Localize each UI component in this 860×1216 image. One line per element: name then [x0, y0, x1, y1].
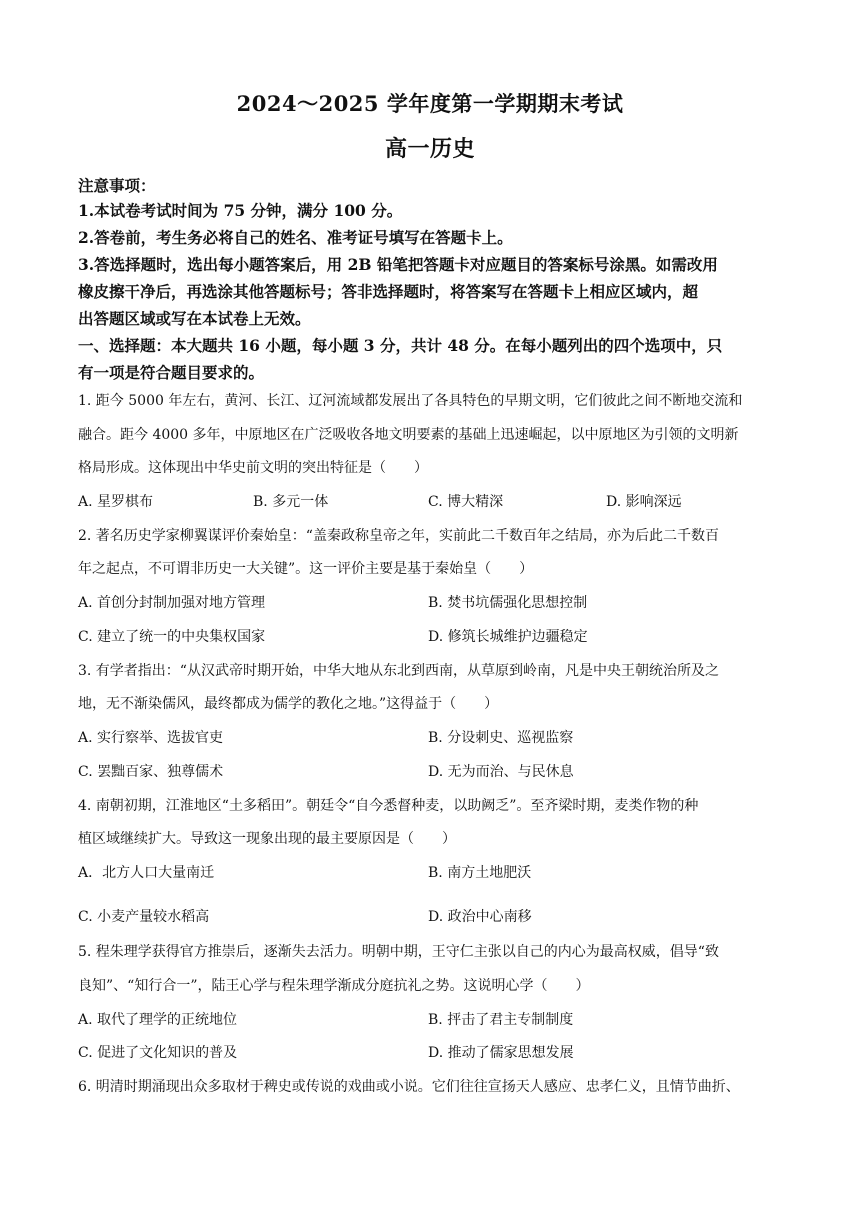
question-5-option-b: B. 抨击了君主专制制度 [428, 1012, 574, 1028]
question-3-option-b: B. 分设刺史、巡视监察 [428, 730, 574, 746]
question-5-option-d: D. 推动了儒家思想发展 [428, 1045, 574, 1061]
question-4-text: 植区域继续扩大。导致这一现象出现的最主要原因是（ ） [78, 831, 456, 847]
question-4-option-a: A．北方人口大量南迁 [78, 865, 215, 881]
question-2-option-d: D. 修筑长城维护边疆稳定 [428, 629, 588, 645]
question-1-option-d: D. 影响深远 [606, 494, 682, 510]
question-2-text: 年之起点，不可谓非历史一大关键”。这一评价主要是基于秦始皇（ ） [78, 561, 534, 577]
question-3-text: 3. 有学者指出：“从汉武帝时期开始，中华大地从东北到西南，从草原到岭南，凡是中央王朝统治所及之 [78, 663, 719, 679]
notice-item: 橡皮擦干净后，再选涂其他答题标号；答非选择题时，将答案写在答题卡上相应区域内，超 [78, 282, 699, 301]
question-1-text: 格局形成。这体现出中华史前文明的突出特征是（ ） [78, 460, 428, 476]
notice-heading: 注意事项： [78, 176, 156, 195]
question-4-option-d: D. 政治中心南移 [428, 909, 532, 925]
question-1-option-c: C. 博大精深 [428, 494, 504, 510]
exam-subject: 高一历史 [384, 136, 475, 162]
question-3-option-a: A. 实行察举、选拔官吏 [78, 730, 224, 746]
question-2-option-b: B. 焚书坑儒强化思想控制 [428, 595, 588, 611]
question-6-text: 6. 明清时期涌现出众多取材于稗史或传说的戏曲或小说。它们往往宣扬天人感应、忠孝仁义，且情节曲折、 [78, 1079, 740, 1095]
question-5-text: 良知”、“知行合一”，陆王心学与程朱理学渐成分庭抗礼之势。这说明心学（ ） [78, 978, 590, 994]
exam-title: 2024～2025 学年度第一学期期末考试 [236, 91, 624, 116]
question-1-text: 1. 距今 5000 年左右，黄河、长江、辽河流域都发展出了各具特色的早期文明，它们彼此之间不断地交流和 [78, 393, 743, 409]
question-4-option-c: C. 小麦产量较水稻高 [78, 909, 210, 925]
notice-item: 1.本试卷考试时间为 75 分钟，满分 100 分。 [78, 201, 403, 220]
question-3-option-c: C. 罢黜百家、独尊儒术 [78, 764, 224, 780]
question-5-option-c: C. 促进了文化知识的普及 [78, 1045, 238, 1061]
question-5-option-a: A. 取代了理学的正统地位 [78, 1012, 238, 1028]
notice-item: 出答题区域或写在本试卷上无效。 [78, 309, 311, 328]
question-1-option-b: B. 多元一体 [253, 494, 329, 510]
question-4-option-b: B. 南方土地肥沃 [428, 865, 532, 881]
question-1-option-a: A. 星罗棋布 [78, 494, 154, 510]
question-4-text: 4. 南朝初期，江淮地区“土多稻田”。朝廷令“自今悉督种麦，以助阙乏”。至齐梁时期，麦类作物的种 [78, 798, 699, 814]
notice-item: 3.答选择题时，选出每小题答案后，用 2B 铅笔把答题卡对应题目的答案标号涂黑。如需改用 [78, 255, 718, 274]
question-1-text: 融合。距今 4000 多年，中原地区在广泛吸收各地文明要素的基础上迅速崛起，以中原地区为引领的文明新 [78, 427, 739, 443]
question-3-text: 地，无不渐染儒风，最终都成为儒学的教化之地。”这得益于（ ） [78, 696, 499, 712]
section-header: 一、选择题：本大题共 16 小题，每小题 3 分，共计 48 分。在每小题列出的四个选项中，只 [78, 336, 723, 355]
question-3-option-d: D. 无为而治、与民休息 [428, 764, 574, 780]
notice-item: 2.答卷前，考生务必将自己的姓名、准考证号填写在答题卡上。 [78, 228, 513, 247]
question-5-text: 5. 程朱理学获得官方推崇后，逐渐失去活力。明朝中期，王守仁主张以自己的内心为最高权威，倡导“致 [78, 944, 719, 960]
question-2-option-a: A. 首创分封制加强对地方管理 [78, 595, 266, 611]
question-2-option-c: C. 建立了统一的中央集权国家 [78, 629, 266, 645]
section-header: 有一项是符合题目要求的。 [78, 363, 265, 382]
question-2-text: 2. 著名历史学家柳翼谋评价秦始皇：“盖秦政称皇帝之年，实前此二千数百年之结局，亦为后此二千数百 [78, 528, 719, 544]
